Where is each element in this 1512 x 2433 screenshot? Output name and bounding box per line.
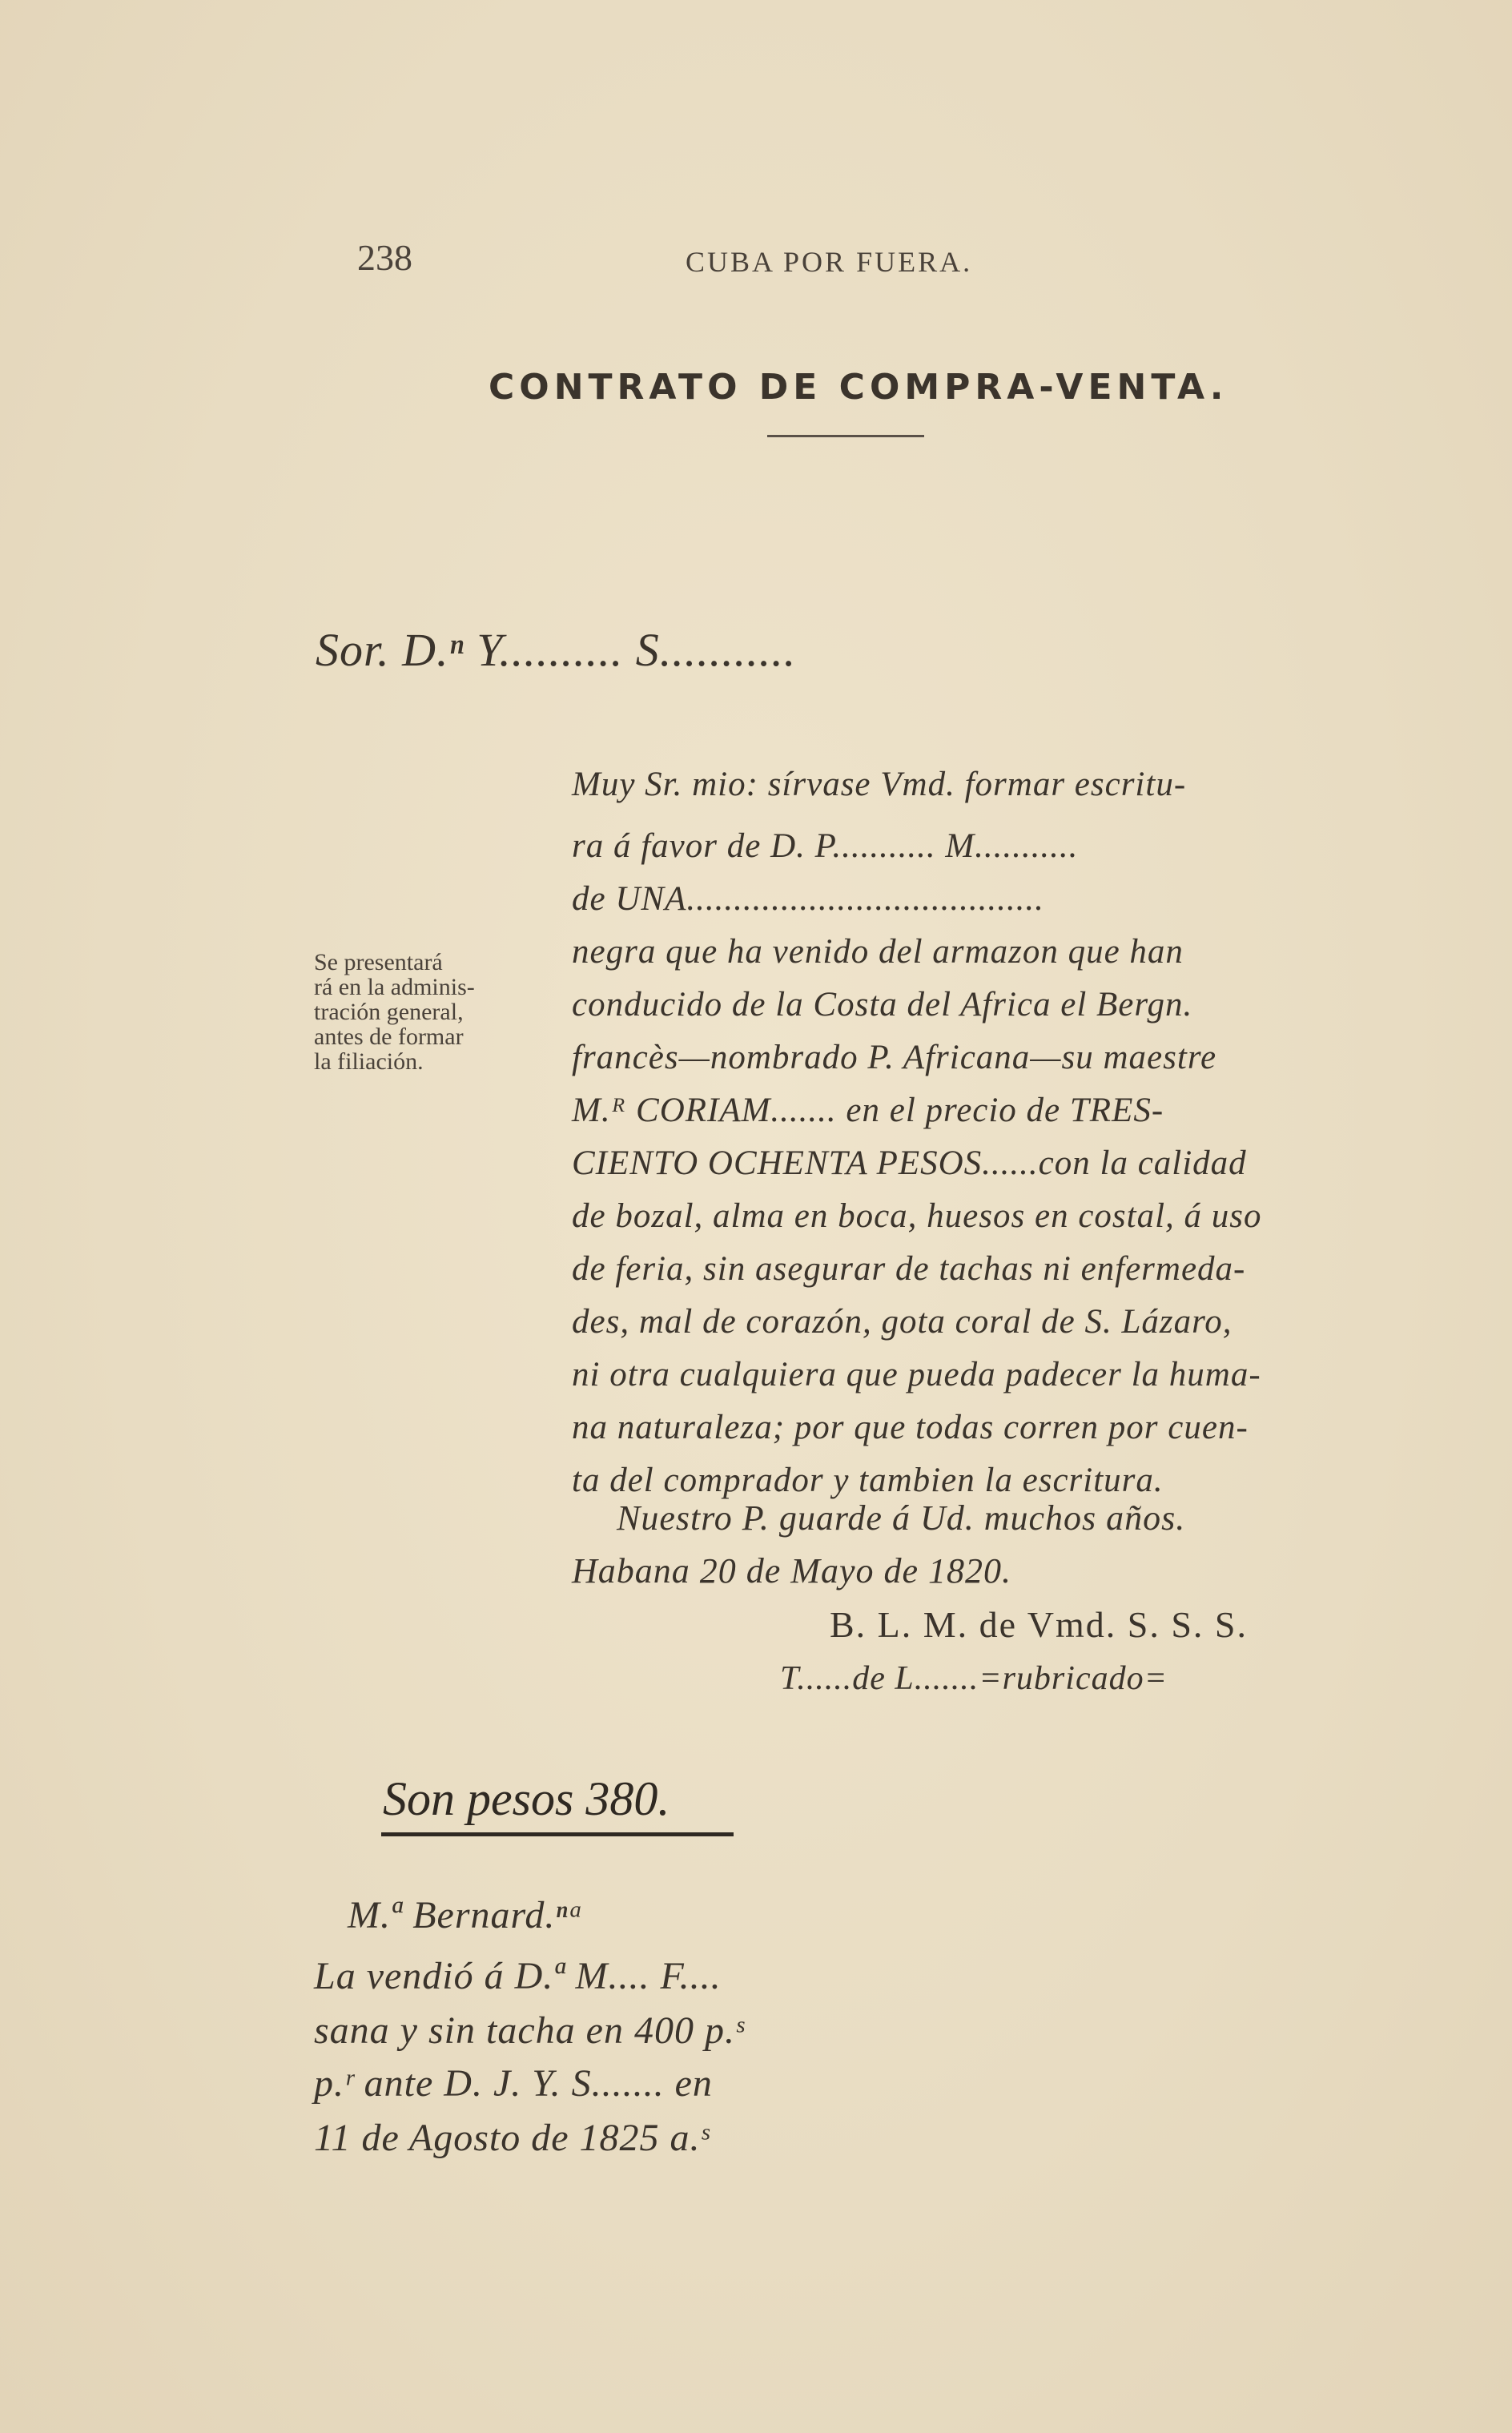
margin-note-line: Se presentará — [314, 949, 443, 975]
margin-note-line: antes de formar — [314, 1023, 464, 1050]
page-number: 238 — [357, 237, 412, 278]
closing-blessing: Nuestro P. guarde á Ud. muchos años. — [617, 1498, 1186, 1538]
running-head: CUBA POR FUERA. — [686, 246, 973, 278]
signature-line: T......de L.......=rubricado= — [780, 1660, 1168, 1697]
letter-line: CIENTO OCHENTA PESOS......con la calidad — [572, 1144, 1247, 1182]
letter-line: negra que ha venido del armazon que han — [572, 933, 1184, 971]
amount-underline — [381, 1832, 734, 1836]
margin-note — [314, 950, 546, 1074]
document-title: CONTRATO DE COMPRA-VENTA. — [489, 367, 1228, 408]
title-rule — [767, 435, 924, 437]
letter-line: ni otra cualquiera que pueda padecer la huma- — [572, 1356, 1261, 1393]
handwritten-line: p.ʳ ante D. J. Y. S....... en — [314, 2062, 713, 2105]
signature-initials: B. L. M. de Vmd. S. S. S. — [830, 1604, 1249, 1645]
letter-line: de bozal, alma en boca, huesos en costal, á uso — [572, 1197, 1262, 1235]
letter-line: M.ᴿ CORIAM....... en el precio de TRES- — [572, 1092, 1164, 1129]
margin-note-line: rá en la adminis- — [314, 974, 475, 1000]
margin-note-line: tración general, — [314, 999, 464, 1025]
letter-line: conducido de la Costa del Africa el Bergn. — [572, 986, 1193, 1023]
letter-line: na naturaleza; por que todas corren por cuen- — [572, 1409, 1249, 1446]
letter-line: ta del comprador y tambien la escritura. — [572, 1462, 1164, 1499]
handwritten-line: 11 de Agosto de 1825 a.ˢ — [314, 2117, 710, 2159]
letter-line: des, mal de corazón, gota coral de S. Lázaro, — [572, 1303, 1233, 1341]
letter-line: de UNA...................................... — [572, 880, 1044, 918]
letter-line: de feria, sin asegurar de tachas ni enfermeda- — [572, 1250, 1246, 1288]
handwritten-line: M.ª Bernard.ⁿᵃ — [348, 1894, 585, 1936]
letter-line: ra á favor de D. P........... M........... — [572, 827, 1079, 865]
letter-line: Muy Sr. mio: sírvase Vmd. formar escritu- — [572, 766, 1187, 803]
handwritten-line: sana y sin tacha en 400 p.ˢ — [314, 2009, 745, 2052]
letter-line: francès—nombrado P. Africana—su maestre — [572, 1039, 1217, 1076]
closing-place-date: Habana 20 de Mayo de 1820. — [572, 1551, 1012, 1590]
margin-note-line: la filiación. — [314, 1048, 424, 1075]
handwritten-line: La vendió á D.ª M.... F.... — [314, 1955, 722, 1997]
salutation: Sor. D.ⁿ Y.......... S........... — [316, 624, 797, 676]
amount-handwritten: Son pesos 380. — [383, 1772, 670, 1825]
